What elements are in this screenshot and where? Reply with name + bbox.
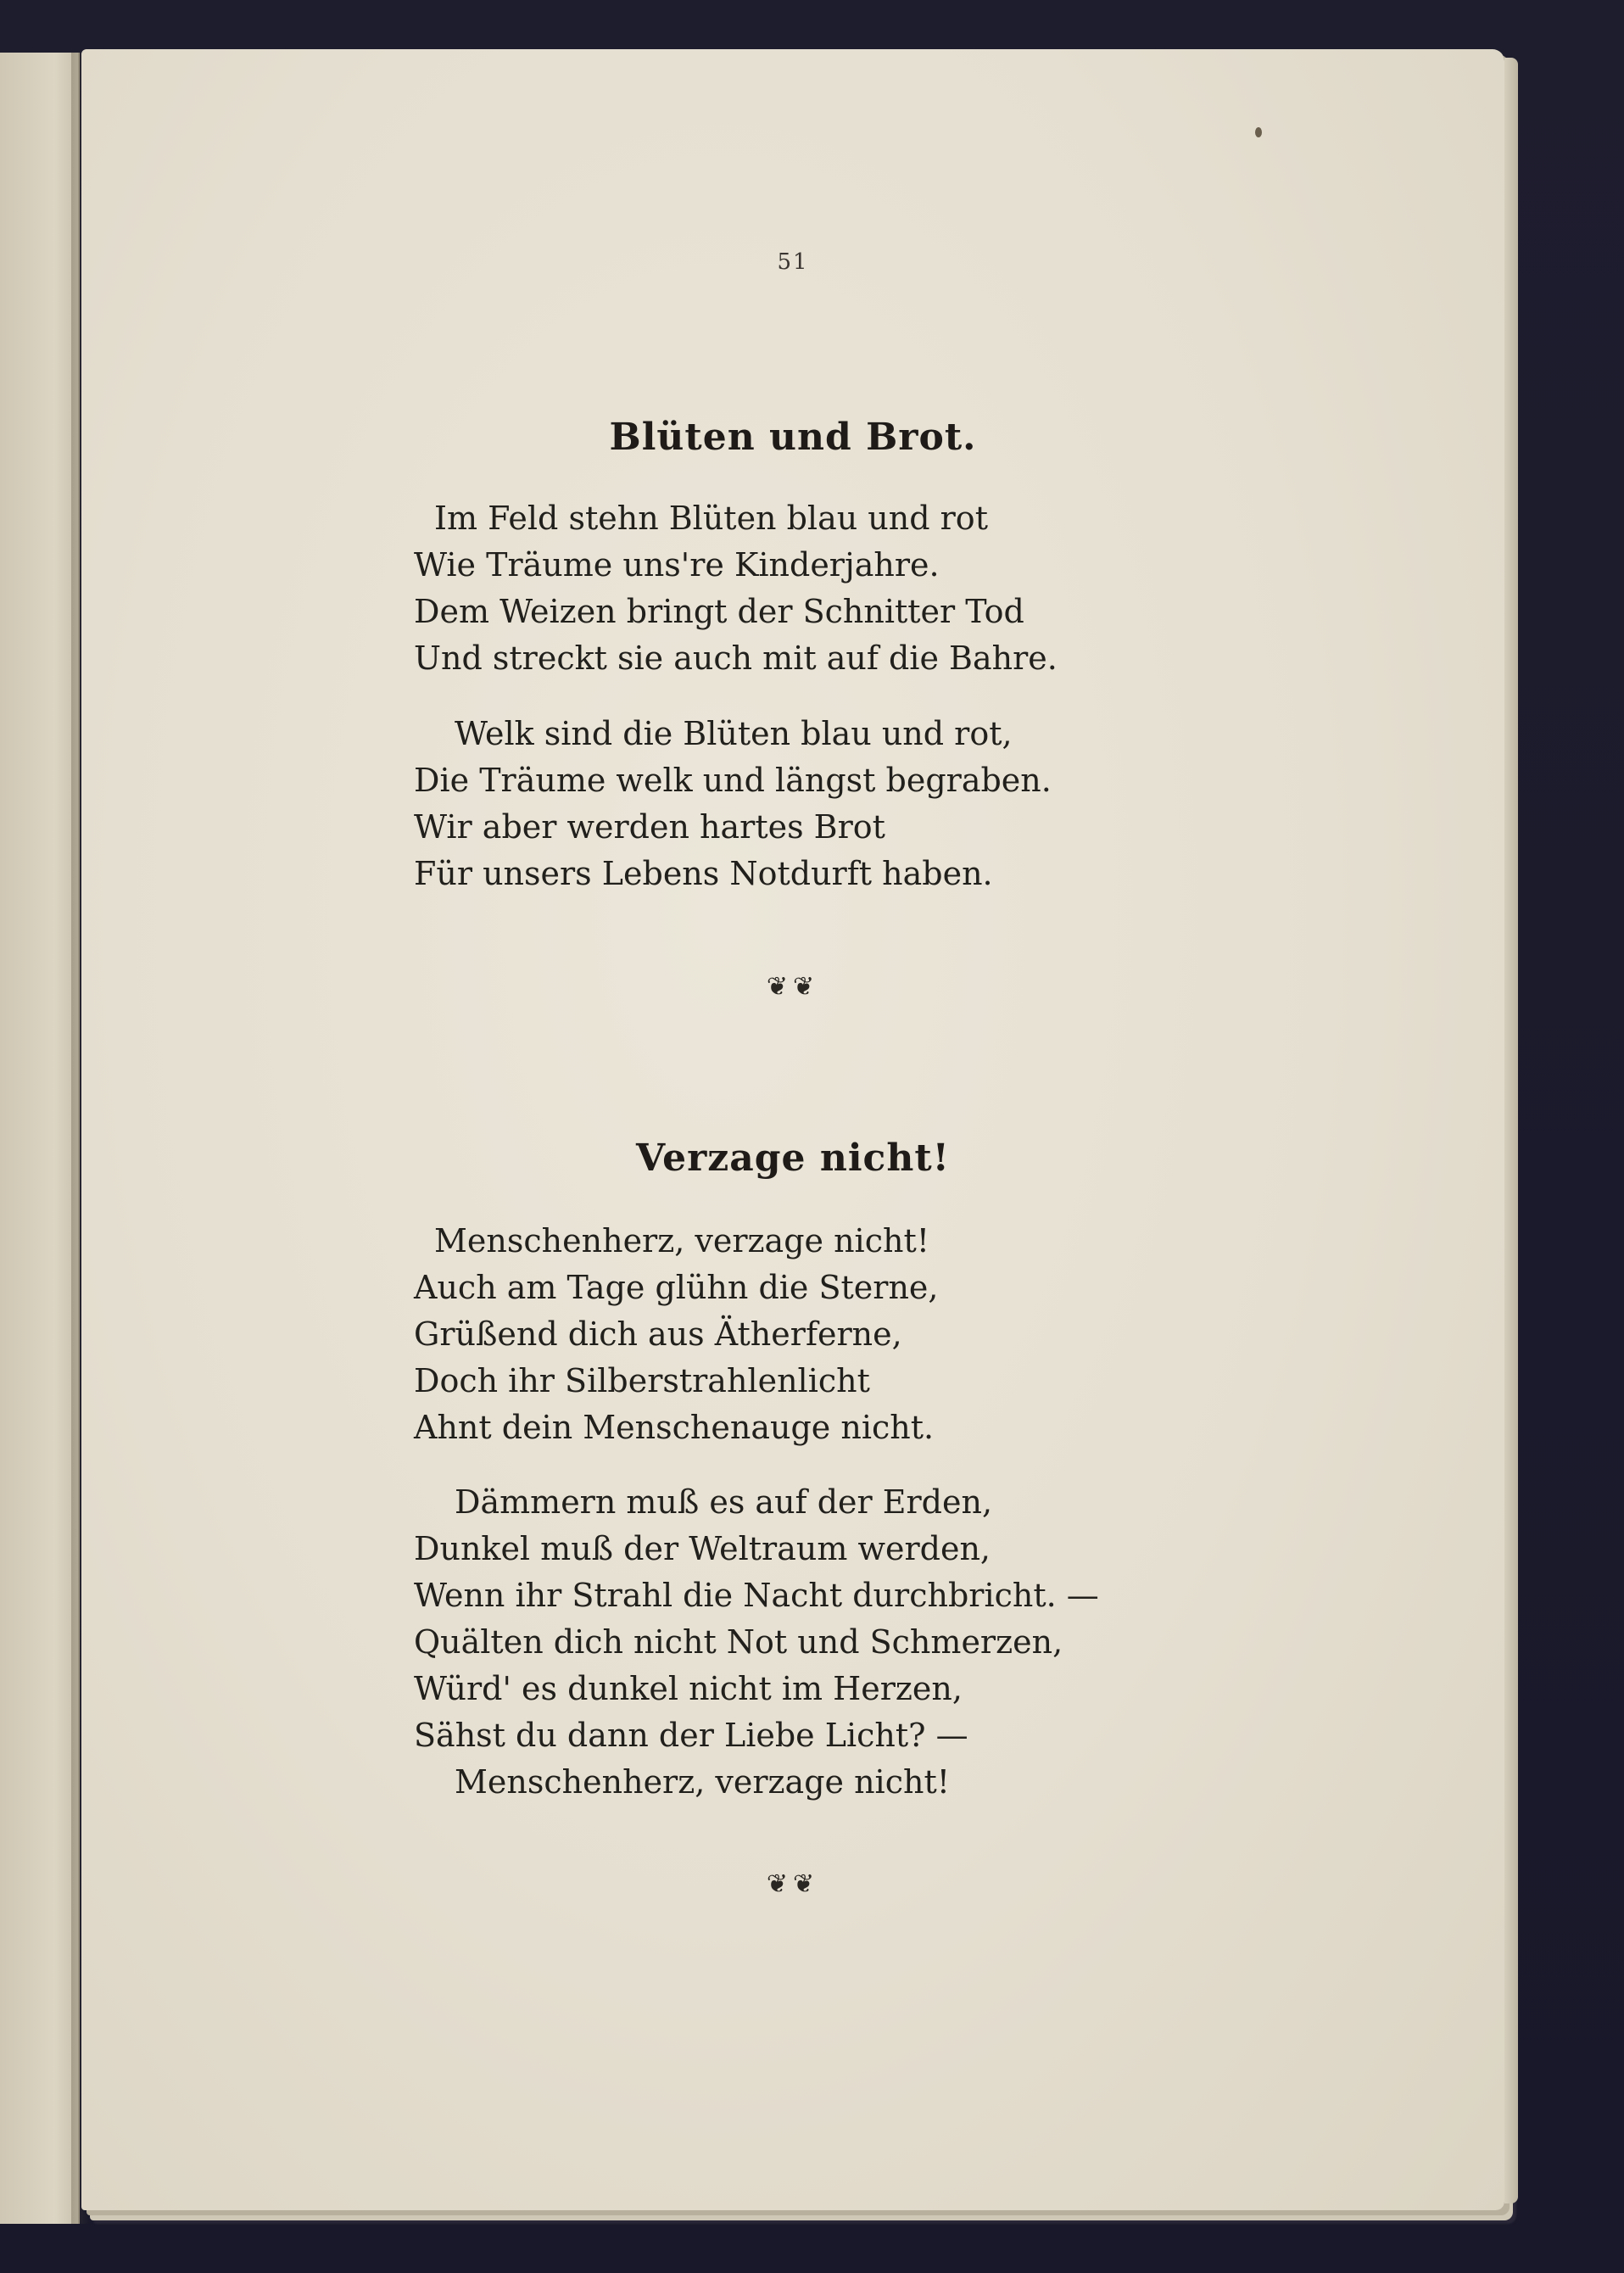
ornament-divider: ❦❦: [766, 972, 820, 1002]
poem-line: Dunkel muß der Weltraum werden,: [414, 1530, 991, 1567]
poem-stanza: [414, 711, 1052, 897]
poem-stanza: [414, 1218, 938, 1451]
poem-line: Für unsers Lebens Notdurft haben.: [414, 855, 993, 892]
poem-title: Blüten und Brot.: [609, 416, 977, 459]
poem-line: Wir aber werden hartes Brot: [414, 808, 885, 846]
poem-line: Welk sind die Blüten blau und rot,: [455, 715, 1013, 752]
poem-line: Dämmern muß es auf der Erden,: [455, 1483, 993, 1521]
poem-title: Verzage nicht!: [636, 1136, 950, 1180]
poem-line: Und streckt sie auch mit auf die Bahre.: [414, 639, 1058, 677]
poem-line: Im Feld stehn Blüten blau und rot: [434, 500, 988, 537]
poem-line: Wie Träume uns're Kinderjahre.: [414, 546, 940, 584]
poem-line: Menschenherz, verzage nicht!: [434, 1222, 930, 1259]
poem-line: Würd' es dunkel nicht im Herzen,: [414, 1670, 963, 1707]
poem-line: Wenn ihr Strahl die Nacht durchbricht. —: [414, 1577, 1099, 1614]
poem-line: Sähst du dann der Liebe Licht? —: [414, 1717, 968, 1754]
poem-line: Auch am Tage glühn die Sterne,: [414, 1269, 939, 1306]
adjacent-page-edge: [0, 53, 80, 2224]
poem-line: Doch ihr Silberstrahlenlicht: [414, 1362, 870, 1399]
ornament-divider: ❦❦: [766, 1869, 820, 1899]
poem-stanza: [414, 1479, 1099, 1806]
poem-line: Ahnt dein Menschenauge nicht.: [414, 1409, 935, 1446]
poem-line: Grüßend dich aus Ätherferne,: [414, 1315, 902, 1353]
poem-stanza: [414, 495, 1058, 682]
poem-line: Menschenherz, verzage nicht!: [455, 1763, 951, 1801]
page-number: 51: [777, 249, 809, 275]
poem-line: Quälten dich nicht Not und Schmerzen,: [414, 1623, 1063, 1661]
paper-speck: [1255, 127, 1262, 137]
poem-line: Die Träume welk und längst begraben.: [414, 762, 1052, 799]
book-page: [81, 49, 1504, 2210]
poem-line: Dem Weizen bringt der Schnitter Tod: [414, 593, 1024, 630]
